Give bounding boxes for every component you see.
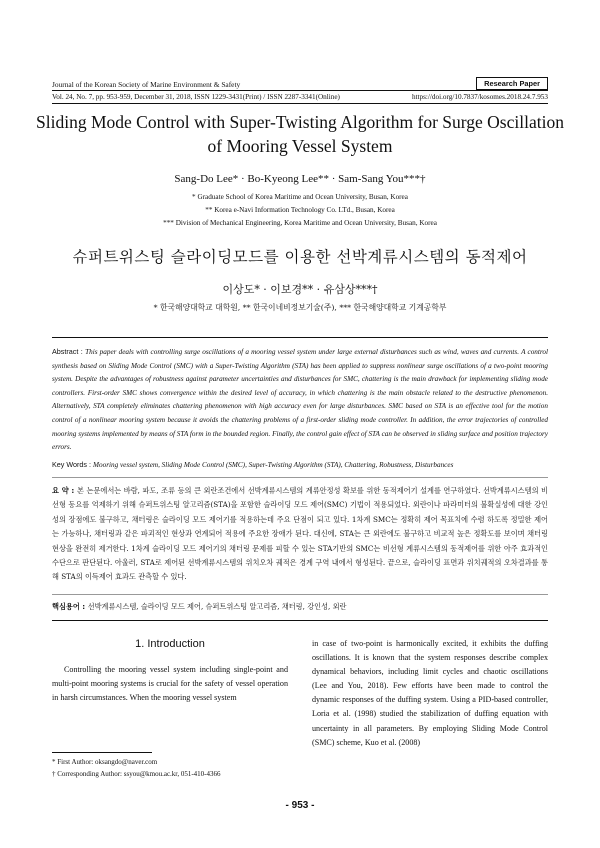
paper-title: Sliding Mode Control with Super-Twisting Algorithm for Surge Oscillation of Mooring Vessel System [36,112,564,156]
keywords [52,460,548,469]
korean-abstract-label: 요 약 : [52,486,78,495]
affiliation-3: *** Division of Mechanical Engineering, Korea Maritime and Ocean University, Busan, Korea [163,219,437,227]
korean-keywords-label: 핵심용어 : [52,602,88,611]
affiliation-1: * Graduate School of Korea Maritime and Ocean University, Busan, Korea [192,193,408,201]
doi-link[interactable]: https://doi.org/10.7837/kosomes.2018.24.7.953 [411,93,548,101]
affiliation-2: ** Korea e-Navi Information Technology Co. LTd., Busan, Korea [205,206,395,214]
korean-abstract-rule [52,594,548,595]
page-number: - 953 - [285,800,315,811]
header-rule-bottom [52,103,548,104]
body-rule [52,620,548,621]
header-rule-top [52,90,548,91]
korean-title: 슈퍼트위스팅 슬라이딩모드를 이용한 선박계류시스템의 동적제어 [72,248,528,266]
left-column [52,637,288,705]
korean-keywords-text: 선박계류시스템, 슬라이딩 모드 제어, 슈퍼트위스팅 알고리즘, 채터링, 강인성, 외란 [87,602,347,611]
journal-name: Journal of the Korean Society of Marine Environment & Safety [52,80,241,89]
abstract-rule [52,337,548,338]
footnotes [52,756,221,780]
korean-abstract-text: 본 논문에서는 바람, 파도, 조류 등의 큰 외란조건에서 선박계류시스템의 계류안정성 확보를 위한 동적제어기 설계를 연구하였다. 선박계류시스템의 비선형 동요를 억제하기 위해 슈퍼트위스팅 알고리즘(STA)을 포함한 슬라이딩 모드 제어(SMC) 기법이 적용되었다. 외란이나 파라미터의 불확실성에 대한 강인성의 장점에도 불구하고, 채터링은 슬라이딩 모드 제어기를 적용하는데 주요 단점이 되고 있다. 1차계 SMC는 정확히 제어 목표치에 수렴 하도록 정밀한 제어는 가능하나, 채터링과 같은 파괴적인 현상과 연계되어 적용에 주요한 장애가 된다. 대신에, STA는 큰 외란에도 불구하고 비교적 높은 정확도를 보이며 채터링 현상을 완전히 제거한다. 1차계 슬라이딩 모드 제어기의 채터링 문제를 피할 수 있는 STA기반의 SMC는 비선형 계류시스템의 동적제어를 위한 아주 효과적인 수단으로 판단된다. 아울러, STA로 제어된 선박계류시스템의 위치오차 궤적은 경계 구역 내에서 형성된다. 끝으로, 슬라이딩 표면과 위치궤적의 오차결과를 통해 STA의 이득제어 효과도 관측할 수 있다. [52,486,548,582]
introduction-left-text: Controlling the mooring vessel system including single-point and multi-point mooring systems is crucial for the safety of vessel operation in harsh circumstances. When the mooring vessel system [52,665,288,703]
corresponding-author-footnote: † Corresponding Author: ssyou@kmou.ac.kr, 051-410-4366 [52,770,221,778]
footnote-rule [52,752,152,753]
korean-affiliation: * 한국해양대학교 대학원, ** 한국이네비정보기술(주), *** 한국해양대학교 기계공학부 [153,303,447,312]
abstract-label: Abstract : [52,347,86,356]
first-author-footnote: * First Author: oksangdo@naver.com [52,758,158,766]
keywords-text: Mooring vessel system, Sliding Mode Control (SMC), Super-Twisting Algorithm (STA), Chattering, Robustness, Disturbances [93,461,454,469]
keywords-rule [52,477,548,478]
author-list: Sang-Do Lee* · Bo-Kyeong Lee** · Sam-Sang You***† [174,173,426,185]
volume-info: Vol. 24, No. 7, pp. 953-959, December 31, 2018, ISSN 1229-3431(Print) / ISSN 2287-3341(Online) [52,93,340,101]
article-type-badge: Research Paper [476,77,548,90]
introduction-heading: 1. Introduction [135,638,205,650]
korean-abstract [52,484,548,585]
korean-author-list: 이상도* · 이보경** · 유삼상***† [222,283,378,296]
keywords-label: Key Words : [52,460,94,469]
korean-keywords [52,602,548,612]
right-column [312,637,548,750]
abstract-text: This paper deals with controlling surge oscillations of a mooring vessel system under large external disturbances such as wind, waves and currents. A control synthesis based on Sliding Mode Control (SMC) with a Super-Twisting Algorithm (STA) has been applied to suppress nonlinear surge oscillations of a two-point mooring system. Despite the advantages of robustness against parameter uncertainties and disturbances for SMC, chattering is the main drawback for implementing sliding mode controllers. First-order SMC shows convergence within the desired level of accuracy, in which chattering is the main obstacle related to the destructive phenomenon. Alternatively, STA completely eliminates chattering phenomenon with high accuracy even for large disturbances. SMC based on STA is an effective tool for the motion control of a nonlinear mooring system because it avoids the chattering problems of a first-order sliding mode controller. In addition, the error trajectories of controlled mooring systems implemented by means of STA form in the bounded region. Finally, the control gain effect of STA can be observed in sliding surface and position trajectory errors. [52,348,549,452]
introduction-right-text: in case of two-point is harmonically excited, it exhibits the duffing oscillations. It is known that the system responses describe complex dynamical behaviors, including limit cycles and chaotic oscillations (Lee and You, 2018). Few efforts have been made to control the dynamic responses of the duffing system. Using a PID-based controller, Loria et al. (1998) studied the stabilization of duffing equation with uncertainty in all parameters. By employing Sliding Mode Control (SMC) scheme, Kuo et al. (2008) [312,639,548,747]
abstract [52,345,548,455]
